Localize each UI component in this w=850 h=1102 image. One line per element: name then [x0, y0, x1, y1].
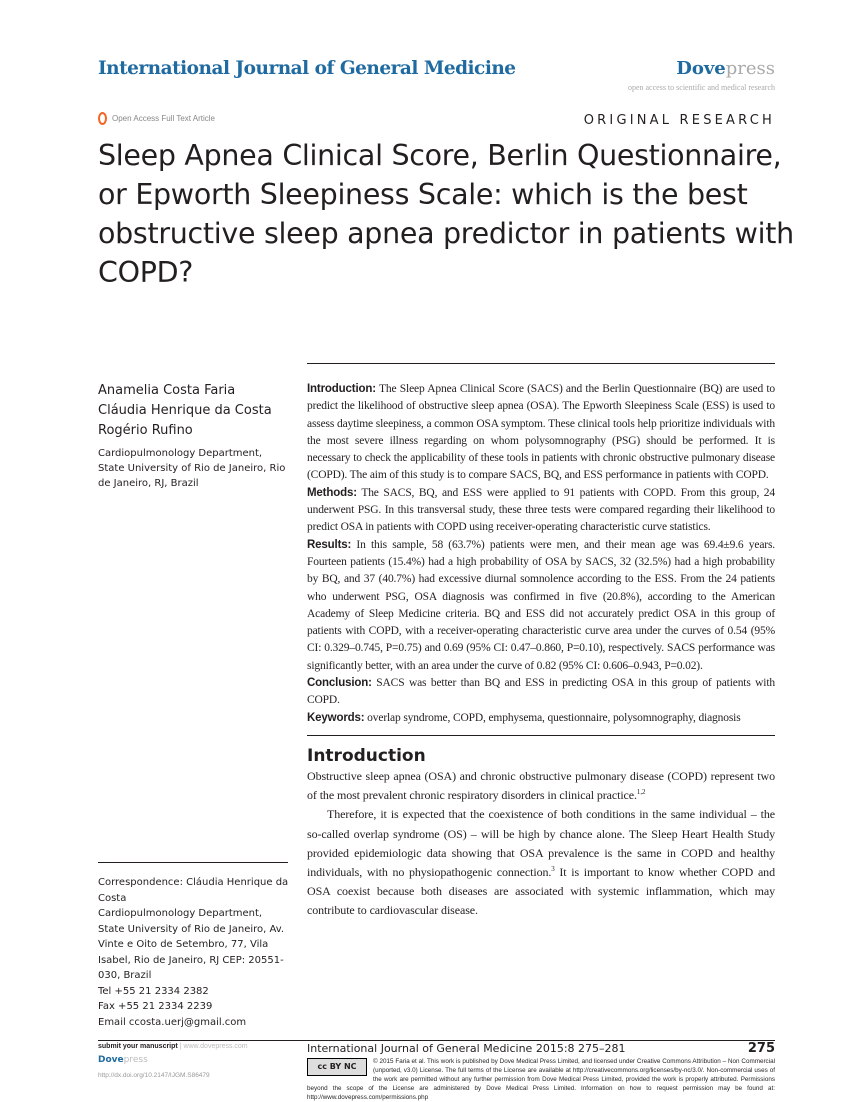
publisher-logo-suffix: press	[725, 58, 775, 79]
section-text: The Sleep Apnea Clinical Score (SACS) and the Berlin Questionnaire (BQ) are used to predict the likelihood of obstructive sleep apnea (OSA). The Epworth Sleepiness Scale (ESS) is used to assess daytime sleepiness, a common OSA symptom. These clinical tools help prioritize individuals with the most severe illness regarding on whom polysomnography (PSG) should be performed. It is necessary to check the applicability of these tools in patients with chronic obstructive pulmonary disease (COPD). The aim of this study is to compare SACS, BQ, and ESS performance in patients with COPD.	[307, 383, 775, 482]
correspondence-email[interactable]: Email ccosta.uerj@gmail.com	[98, 1016, 247, 1028]
page-number: 275	[747, 1041, 775, 1056]
article-type: ORIGINAL RESEARCH	[583, 113, 775, 128]
section-heading: Introduction	[307, 745, 426, 766]
abstract-results	[307, 537, 775, 675]
correspondence	[98, 875, 290, 1030]
correspondence-name: Correspondence: Cláudia Henrique da Costa	[98, 877, 289, 904]
divider	[307, 363, 775, 364]
divider	[307, 735, 775, 736]
section-text: The SACS, BQ, and ESS were applied to 91 patients with COPD. From this group, 24 underwent PSG. In this transversal study, these three tests were compared regarding their likelihood to predict OSA in patients with COPD using receiver-operating characteristic curve statistics.	[307, 486, 775, 534]
abstract-methods	[307, 485, 775, 537]
divider	[98, 1040, 775, 1041]
publisher-logo-main: Dove	[676, 58, 726, 79]
citation-ref[interactable]: 3	[551, 864, 555, 873]
affiliation: Cardiopulmonology Department, State University of Rio de Janeiro, Rio de Janeiro, RJ, Brazil	[98, 448, 286, 489]
logo-main: Dove	[98, 1055, 124, 1065]
section-label: Conclusion:	[307, 677, 372, 690]
abstract	[307, 381, 775, 727]
abstract-conclusion	[307, 675, 775, 710]
correspondence-fax: Fax +55 21 2334 2239	[98, 1001, 213, 1012]
submit-manuscript-link[interactable]	[98, 1043, 248, 1050]
open-access-label	[98, 112, 215, 125]
author: Rogério Rufino	[98, 423, 193, 438]
open-access-text: Open Access Full Text Article	[112, 114, 216, 123]
logo-suffix: press	[123, 1055, 148, 1065]
publisher-tagline: open access to scientific and medical research	[627, 83, 775, 92]
section-label: Results:	[307, 538, 352, 551]
author-list	[98, 381, 290, 441]
paragraph-text: Obstructive sleep apnea (OSA) and chronic obstructive pulmonary disease (COPD) represent two of the most prevalent chronic respiratory disorders in clinical practice.	[307, 768, 775, 803]
abstract-introduction	[307, 381, 775, 485]
section-text: SACS was better than BQ and ESS in predicting OSA in this group of patients with COPD.	[307, 677, 775, 707]
submit-text: submit your manuscript	[98, 1043, 178, 1050]
submit-url[interactable]: | www.dovepress.com	[177, 1043, 248, 1050]
author-column	[98, 381, 290, 491]
section-text: In this sample, 58 (63.7%) patients were men, and their mean age was 69.4±9.6 years. Fourteen patients (15.4%) had a high probability of OSA by SACS, 32 (32.5%) had a high probability by BQ, and 37 (40.7%) had excessive diurnal somnolence according to the ESS. From the 24 patients who underwent PSG, OSA diagnosis was confirmed in five (20.8%), according to the American Academy of Sleep Medicine criteria. BQ and ESS did not accurately predict OSA in this group of patients with COPD, with a receiver-operating characteristic curve area under the curves of 0.54 (95% CI: 0.329–0.745, P=0.75) and 0.69 (95% CI: 0.47–0.860, P=0.10), respectively. SACS performance was significantly better, with an area under the curve of 0.82 (95% CI: 0.606–0.943, P=0.02).	[307, 538, 775, 672]
section-label: Keywords:	[307, 711, 365, 724]
paragraph-text: Therefore, it is expected that the coexistence of both conditions in the same individual – the so-called overlap syndrome (OS) – will be high by chance alone. The Sleep Heart Health Study provided epidemiologic data showing that OSA prevalence is the same in COPD and healthy individuals, with no physiopathogenic connection.	[307, 807, 775, 879]
author: Cláudia Henrique da Costa	[98, 403, 272, 418]
paragraph	[307, 805, 775, 920]
author: Anamelia Costa Faria	[98, 383, 236, 398]
paragraph-text: It is important to know whether COPD and OSA coexist because both diseases are associated with systemic inflammation, which may contribute to cardiovascular disease.	[307, 864, 775, 918]
creative-commons-badge-icon: cc BY NC	[307, 1058, 367, 1076]
correspondence-tel: Tel +55 21 2334 2382	[98, 985, 209, 997]
section-label: Introduction:	[307, 383, 376, 395]
section-text: overlap syndrome, COPD, emphysema, questionnaire, polysomnography, diagnosis	[364, 711, 741, 724]
license-block	[307, 1057, 775, 1102]
keywords	[307, 710, 775, 727]
publisher-logo	[676, 58, 775, 79]
introduction-body	[307, 767, 775, 921]
divider	[98, 862, 288, 863]
section-label: Methods:	[307, 486, 357, 499]
journal-name: International Journal of General Medicine	[98, 58, 516, 79]
main-column	[307, 363, 775, 921]
correspondence-address: Cardiopulmonology Department, State University of Rio de Janeiro, Av. Vinte e Oito de Setembro, 77, Vila Isabel, Rio de Janeiro, RJ CEP: 20551-030, Brazil	[98, 908, 285, 981]
citation-line: International Journal of General Medicine 2015:8 275–281	[307, 1042, 626, 1055]
article-title: Sleep Apnea Clinical Score, Berlin Questionnaire, or Epworth Sleepiness Scale: which is the best obstructive sleep apnea predictor in patients with COPD?	[98, 139, 794, 289]
open-access-icon	[98, 112, 107, 125]
citation-ref[interactable]: 1,2	[636, 788, 646, 797]
license-text: © 2015 Faria et al. This work is published by Dove Medical Press Limited, and licensed under Creative Commons Attribution – Non Commercial (unported, v3.0) License. The full terms of the License are available at http://creativecommons.org/licenses/by-nc/3.0/. Non-commercial uses of the work are permitted without any further permission from Dove Medical Press Limited, provided the work is properly attributed. Permissions beyond the scope of the License are administered by Dove Medical Press Limited. Information on how to request permission may be found at: http://www.dovepress.com/permissions.php	[307, 1058, 775, 1101]
footer-publisher-logo	[98, 1055, 148, 1065]
doi-link[interactable]: http://dx.doi.org/10.2147/IJGM.S86479	[98, 1072, 210, 1079]
paragraph	[307, 767, 775, 805]
